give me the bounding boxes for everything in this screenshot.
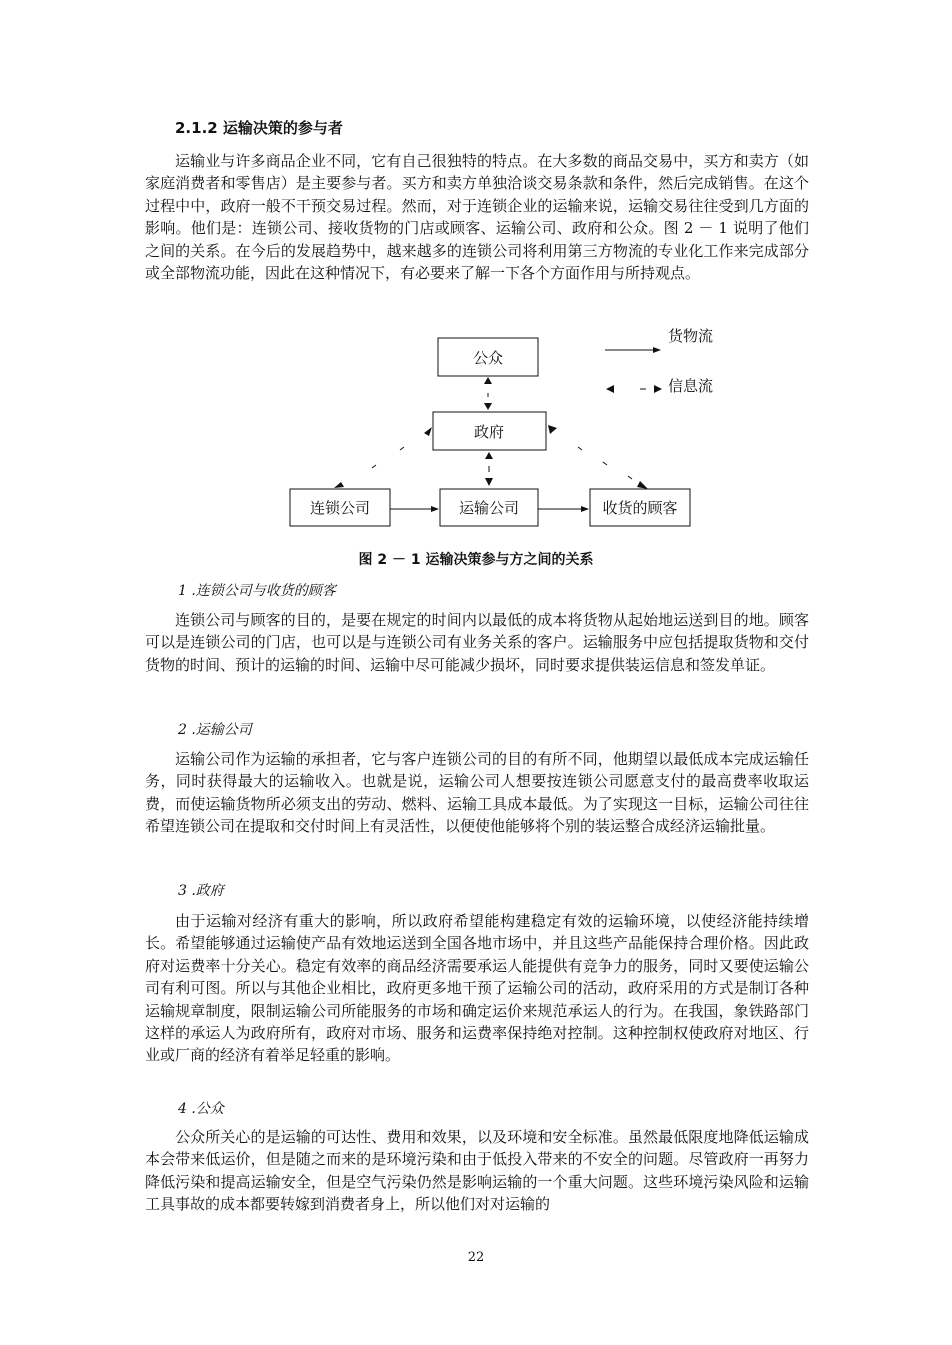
subsection-title-1: 1 .连锁公司与收货的顾客 xyxy=(178,583,336,599)
public-box xyxy=(438,338,538,376)
government-label: 政府 xyxy=(473,423,505,441)
legend-goods-flow xyxy=(605,327,713,350)
subsection-body-1: 连锁公司与顾客的目的，是要在规定的时间内以最低的成本将货物从起始地运送到目的地。顾客可以是连锁公司的门店，也可以是与连锁公司有业务关系的客户。运输服务中应包括提取货物和交付货物的时间、预计的运输的时间、运输中尽可能减少损坏，同时要求提供装运信息和签发单证。 xyxy=(145,611,809,674)
subsection-title-2: 2 .运输公司 xyxy=(178,722,252,738)
subsection-body-4: 公众所关心的是运输的可达性、费用和效果，以及环境和安全标准。虽然最低限度地降低运输成本会带来低运价，但是随之而来的是环境污染和由于低投入带来的不安全的问题。尽管政府一再努力降低污染和提高运输安全，但是空气污染仍然是影响运输的一个重大问题。这些环境污染风险和运输工具事故的成本都要转嫁到消费者身上，所以他们对对运输的 xyxy=(145,1128,809,1214)
receiving-customer-label: 收货的顾客 xyxy=(602,499,678,517)
government-box xyxy=(433,412,546,450)
subsection-title-3: 3 .政府 xyxy=(178,883,224,899)
subsection-body-3: 由于运输对经济有重大的影响，所以政府希望能构建稳定有效的运输环境，以使经济能持续增长。希望能够通过运输使产品有效地运送到全国各地市场中，并且这些产品能保持合理价格。因此政府对运费率十分关心。稳定有效率的商品经济需要承运人能提供有竞争力的服务，同时又要使运输公司有利可图。所以与其他企业相比，政府更多地干预了运输公司的活动，政府采用的方式是制订各种运输规章制度，限制运输公司所能服务的市场和确定运价来规范承运人的行为。在我国，象铁路部门这样的承运人为政府所有，政府对市场、服务和运费率保持绝对控制。这种控制权使政府对地区、行业或厂商的经济有着举足轻重的影响。 xyxy=(145,912,809,1065)
public-label: 公众 xyxy=(472,349,504,367)
info-flow-government-customer xyxy=(548,425,648,489)
chain-company-box xyxy=(290,489,390,526)
figure-caption: 图 2 － 1 运输决策参与方之间的关系 xyxy=(358,552,594,568)
info-flow-government-chain xyxy=(334,427,432,488)
chain-company-label: 连锁公司 xyxy=(309,499,371,517)
section-heading: 2.1.2 运输决策的参与者 xyxy=(175,119,343,137)
subsection-body-2: 运输公司作为运输的承担者，它与客户连锁公司的目的有所不同，他期望以最低成本完成运输任务，同时获得最大的运输收入。也就是说，运输公司人想要按连锁公司愿意支付的最高费率收取运费，而使运输货物所必须支出的劳动、燃料、运输工具成本最低。为了实现这一目标，运输公司往往希望连锁公司在提取和交付时间上有灵活性，以便使他能够将个别的装运整合成经济运输批量。 xyxy=(145,750,809,836)
relationship-diagram xyxy=(0,0,952,545)
legend-info-flow-label: 信息流 xyxy=(668,377,714,395)
subsection-title-4: 4 .公众 xyxy=(178,1101,224,1117)
page-number: 22 xyxy=(467,1250,485,1265)
legend-info-flow xyxy=(606,377,713,395)
receiving-customer-box xyxy=(590,489,690,526)
transport-company-label: 运输公司 xyxy=(458,499,520,517)
transport-company-box xyxy=(440,489,538,526)
legend-goods-flow-label: 货物流 xyxy=(668,327,714,345)
intro-paragraph: 运输业与许多商品企业不同，它有自己很独特的特点。在大多数的商品交易中，买方和卖方（如家庭消费者和零售店）是主要参与者。买方和卖方单独洽谈交易条款和条件，然后完成销售。在这个过程中中，政府一般不干预交易过程。然而，对于连锁企业的运输来说，运输交易往往受到几方面的影响。他们是：连锁公司、接收货物的门店或顾客、运输公司、政府和公众。图 2 － 1 说明了他们之间的关系。在今后的发展趋势中，越来越多的连锁公司将利用第三方物流的专业化工作来完成部分或全部物流功能，因此在这种情况下，有必要来了解一下各个方面作用与所持观点。 xyxy=(145,152,809,283)
